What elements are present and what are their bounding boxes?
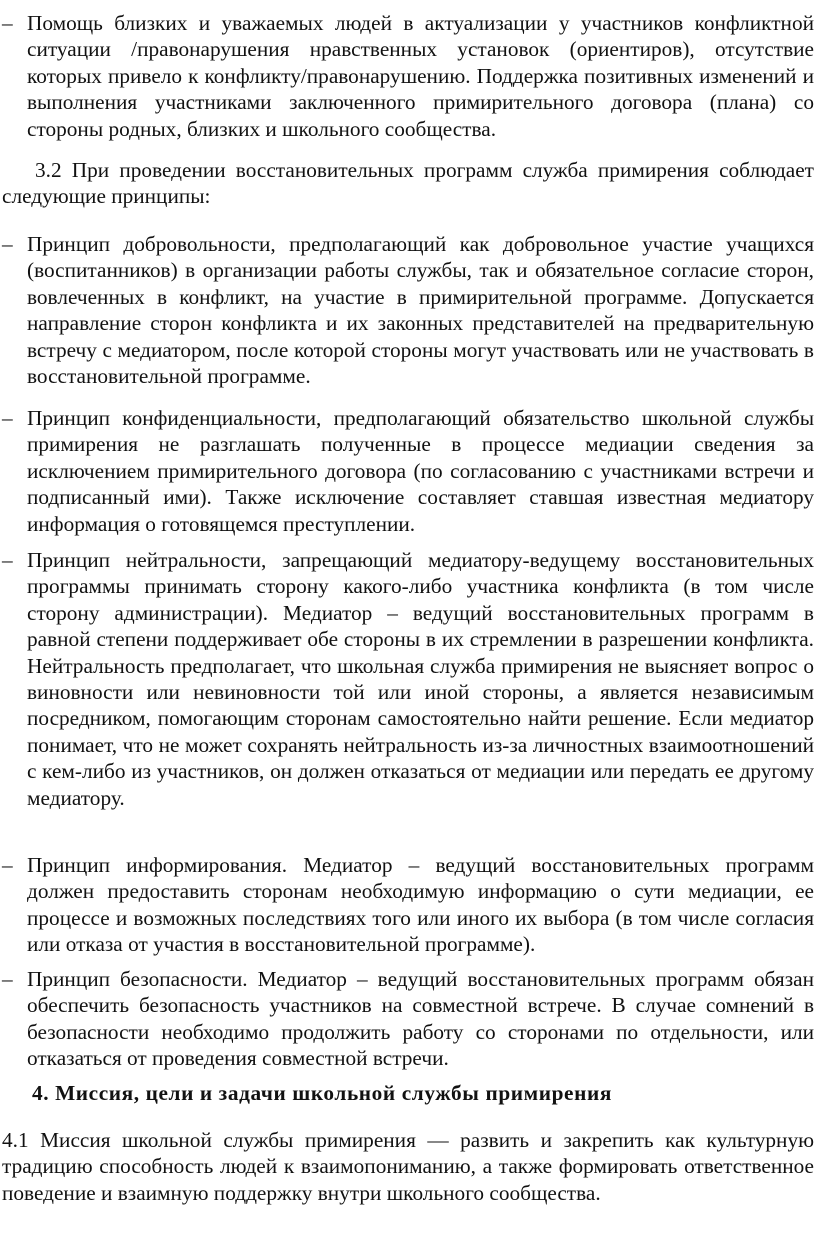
- section-4-heading: 4. Миссия, цели и задачи школьной службы примирения: [32, 1081, 612, 1105]
- dash-marker: –: [2, 853, 13, 877]
- dash-marker: –: [2, 11, 13, 35]
- paragraph-3-2: 3.2 При проведении восстановительных программ служба примирения соблюдает следующие принципы:: [2, 158, 814, 209]
- list-item-principle-neutrality: [2, 547, 814, 811]
- dash-marker: –: [2, 967, 13, 991]
- list-item-text: Принцип нейтральности, запрещающий медиатору-ведущему восстановительных программы принимать сторону какого-либо участника конфликта (в том числе сторону администрации). Медиатор – ведущий восстановительных программ в равной степени поддерживает обе стороны в их стремлении в разрешении конфликта. Нейтральность предполагает, что школьная служба примирения не выясняет вопрос о виновности или невиновности той или иной стороны, а является независимым посредником, помогающим сторонам самостоятельно найти решение. Если медиатор понимает, что не может сохранять нейтральность из-за личностных взаимоотношений с кем-либо из участников, он должен отказаться от медиации или передать ее другому медиатору.: [27, 548, 814, 810]
- list-item-text: Принцип добровольности, предполагающий как добровольное участие учащихся (воспитанников) в организации работы службы, так и обязательное согласие сторон, вовлеченных в конфликт, на участие в примирительной программе. Допускается направление сторон конфликта и их законных представителей на предварительную встречу с медиатором, после которой стороны могут участвовать или не участвовать в восстановительной программе.: [27, 232, 814, 389]
- list-item-text: Помощь близких и уважаемых людей в актуализации у участников конфликтной ситуации /правонарушения нравственных установок (ориентиров), отсутствие которых привело к конфликту/правонарушению. Поддержка позитивных изменений и выполнения участниками заключенного примирительного договора (плана) со стороны родных, близких и школьного сообщества.: [27, 11, 814, 141]
- list-item-text: Принцип конфиденциальности, предполагающий обязательство школьной службы примирения не разглашать полученные в процессе медиации сведения за исключением примирительного договора (по согласованию с участниками встречи и подписанный ими). Также исключение составляет ставшая известная медиатору информация о готовящемся преступлении.: [27, 406, 814, 536]
- dash-marker: –: [2, 406, 13, 430]
- paragraph-4-1: 4.1 Миссия школьной службы примирения — развить и закрепить как культурную традицию способность людей к взаимопониманию, а также формировать ответственное поведение и взаимную поддержку внутри школьного сообщества.: [2, 1128, 814, 1205]
- list-item-principle-voluntariness: [2, 231, 814, 389]
- list-item-principle-confidentiality: [2, 405, 814, 537]
- list-item-text: Принцип информирования. Медиатор – ведущий восстановительных программ должен предоставить сторонам необходимую информацию о сути медиации, ее процессе и возможных последствиях того или иного их выбора (в том числе согласия или отказа от участия в восстановительной программе).: [27, 853, 814, 957]
- list-item-principle-informing: [2, 852, 814, 958]
- dash-marker: –: [2, 548, 13, 572]
- list-item-intro: [2, 10, 814, 142]
- dash-marker: –: [2, 232, 13, 256]
- list-item-text: Принцип безопасности. Медиатор – ведущий восстановительных программ обязан обеспечить безопасность участников на совместной встрече. В случае сомнений в безопасности необходимо продолжить работу со сторонами по отдельности, или отказаться от проведения совместной встречи.: [27, 967, 814, 1071]
- list-item-principle-safety: [2, 966, 814, 1072]
